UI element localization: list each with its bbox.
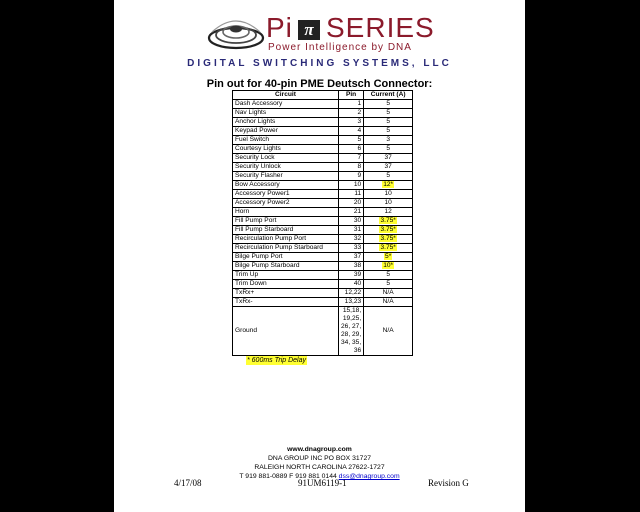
current-rating: N/A — [364, 307, 413, 356]
circuit-name: Fill Pump Starboard — [233, 226, 339, 235]
current-value: 3.75* — [380, 226, 396, 233]
current-rating — [364, 208, 413, 217]
pin-number: 10 — [339, 181, 364, 190]
table-row — [233, 100, 413, 109]
circuit-name: Bilge Pump Starboard — [233, 262, 339, 271]
current-rating — [364, 100, 413, 109]
pin-number: 8 — [339, 163, 364, 172]
email-link[interactable]: dss@dnagroup.com — [338, 473, 400, 480]
current-value: 10 — [384, 199, 392, 206]
current-value: N/A — [382, 289, 394, 296]
address-line-1: DNA GROUP INC PO BOX 31727 — [268, 455, 371, 462]
current-rating — [364, 244, 413, 253]
table-row — [233, 172, 413, 181]
pin-number: 13,23 — [339, 298, 364, 307]
table-row — [233, 298, 413, 307]
current-rating — [364, 127, 413, 136]
table-row — [233, 163, 413, 172]
current-value: 12 — [384, 208, 392, 215]
circuit-name: Recirculation Pump Starboard — [233, 244, 339, 253]
address-line-2: RALEIGH NORTH CAROLINA 27622-1727 — [254, 464, 385, 471]
pin-number: 20 — [339, 199, 364, 208]
pinout-table-body — [233, 100, 413, 356]
circuit-name: Horn — [233, 208, 339, 217]
circuit-name: Bilge Pump Port — [233, 253, 339, 262]
current-value: 5 — [386, 127, 390, 134]
table-row — [233, 154, 413, 163]
current-rating — [364, 217, 413, 226]
header-pin: Pin — [339, 91, 364, 100]
doc-date: 4/17/08 — [174, 478, 202, 488]
circuit-name: Courtesy Lights — [233, 145, 339, 154]
table-row — [233, 271, 413, 280]
pin-number: 30 — [339, 217, 364, 226]
pin-number: 21 — [339, 208, 364, 217]
pin-number: 33 — [339, 244, 364, 253]
circuit-name: Security Lock — [233, 154, 339, 163]
website-link[interactable]: www.dnagroup.com — [287, 446, 352, 453]
pinout-table — [232, 90, 413, 356]
current-value: 10 — [384, 190, 392, 197]
current-value: 12* — [383, 181, 394, 188]
trip-delay-note: * 600ms Trip Delay — [247, 357, 307, 364]
current-rating — [364, 181, 413, 190]
current-rating — [364, 154, 413, 163]
current-value: 3 — [386, 136, 390, 143]
table-row — [233, 145, 413, 154]
circuit-name: Trim Down — [233, 280, 339, 289]
table-row — [233, 199, 413, 208]
circuit-name: Ground — [233, 307, 339, 356]
table-header-row — [233, 91, 413, 100]
pin-number: 37 — [339, 253, 364, 262]
current-value: 5 — [386, 280, 390, 287]
current-value: 5 — [386, 100, 390, 107]
current-value: 37 — [384, 154, 392, 161]
circuit-name: Security Flasher — [233, 172, 339, 181]
brand-pi-symbol: π — [298, 20, 320, 40]
pin-number: 3 — [339, 118, 364, 127]
pin-number: 38 — [339, 262, 364, 271]
ground-pin-list — [339, 307, 364, 356]
current-value: 5 — [386, 172, 390, 179]
current-rating — [364, 118, 413, 127]
circuit-name: TxRx+ — [233, 289, 339, 298]
pin-number: 5 — [339, 136, 364, 145]
current-rating — [364, 262, 413, 271]
pin-number: 31 — [339, 226, 364, 235]
pin-number: 9 — [339, 172, 364, 181]
brand-tagline: Power Intelligence by DNA — [268, 42, 412, 53]
circuit-name: TxRx- — [233, 298, 339, 307]
table-row — [233, 253, 413, 262]
current-value: 5 — [386, 271, 390, 278]
pin-number: 1 — [339, 100, 364, 109]
current-rating — [364, 172, 413, 181]
ground-pin-line: 34, 35, — [341, 339, 362, 346]
pin-number: 7 — [339, 154, 364, 163]
current-value: 3.75* — [380, 235, 396, 242]
phone-fax: T 919 881-0889 F 919 881 0144 — [239, 473, 337, 480]
doc-number: 91UM6119-1 — [298, 478, 347, 488]
pin-number: 40 — [339, 280, 364, 289]
pin-number: 6 — [339, 145, 364, 154]
circuit-name: Nav Lights — [233, 109, 339, 118]
current-rating — [364, 136, 413, 145]
current-rating — [364, 271, 413, 280]
circuit-name: Fill Pump Port — [233, 217, 339, 226]
current-value: 3.75* — [380, 217, 396, 224]
table-row — [233, 262, 413, 271]
current-rating — [364, 163, 413, 172]
current-value: 5 — [386, 118, 390, 125]
pin-number: 12,22 — [339, 289, 364, 298]
ground-pin-line: 19,25, — [342, 315, 362, 322]
pin-number: 39 — [339, 271, 364, 280]
doc-revision: Revision G — [428, 478, 469, 488]
pin-number: 11 — [339, 190, 364, 199]
current-value: 5 — [386, 145, 390, 152]
pi-series-logo — [206, 8, 446, 54]
current-rating — [364, 235, 413, 244]
table-row — [233, 181, 413, 190]
table-row — [233, 289, 413, 298]
current-rating — [364, 280, 413, 289]
circuit-name: Keypad Power — [233, 127, 339, 136]
pin-number: 4 — [339, 127, 364, 136]
circuit-name: Accessory Power1 — [233, 190, 339, 199]
current-rating — [364, 289, 413, 298]
table-row — [233, 136, 413, 145]
table-row — [233, 208, 413, 217]
brand-pi: Pi — [266, 12, 293, 43]
circuit-name: Bow Accessory — [233, 181, 339, 190]
circuit-name: Trim Up — [233, 271, 339, 280]
table-row — [233, 244, 413, 253]
company-name: DIGITAL SWITCHING SYSTEMS, LLC — [187, 58, 452, 69]
current-rating — [364, 253, 413, 262]
ground-pin-line: 15,18, — [342, 307, 362, 314]
current-rating — [364, 190, 413, 199]
header-circuit: Circuit — [233, 91, 339, 100]
table-row — [233, 226, 413, 235]
brand-series: SERIES — [326, 12, 435, 43]
table-row — [233, 235, 413, 244]
current-value: 5* — [385, 253, 392, 260]
current-value: 10* — [383, 262, 394, 269]
circuit-name: Fuel Switch — [233, 136, 339, 145]
table-row-ground — [233, 307, 413, 356]
current-value: 3.75* — [380, 244, 396, 251]
ground-pin-line: 26, 27, — [341, 323, 362, 330]
header-current: Current (A) — [364, 91, 413, 100]
table-row — [233, 190, 413, 199]
table-row — [233, 127, 413, 136]
pin-number: 32 — [339, 235, 364, 244]
circuit-name: Security Unlock — [233, 163, 339, 172]
ground-pin-line: 28, 29, — [341, 331, 362, 338]
current-value: N/A — [382, 298, 394, 305]
circuit-name: Accessory Power2 — [233, 199, 339, 208]
current-rating — [364, 199, 413, 208]
circuit-name: Recirculation Pump Port — [233, 235, 339, 244]
table-row — [233, 118, 413, 127]
current-rating — [364, 226, 413, 235]
current-rating — [364, 298, 413, 307]
pin-number: 2 — [339, 109, 364, 118]
current-value: 37 — [384, 163, 392, 170]
document-page — [114, 0, 525, 512]
table-row — [233, 217, 413, 226]
current-rating — [364, 109, 413, 118]
circuit-name: Anchor Lights — [233, 118, 339, 127]
circuit-name: Dash Accessory — [233, 100, 339, 109]
swirl-logo-icon — [206, 8, 266, 54]
table-row — [233, 280, 413, 289]
ground-pin-line: 36 — [353, 347, 362, 354]
table-row — [233, 109, 413, 118]
current-rating — [364, 145, 413, 154]
current-value: 5 — [386, 109, 390, 116]
document-title: Pin out for 40-pin PME Deutsch Connector: — [206, 78, 433, 90]
contact-footer — [114, 445, 525, 481]
